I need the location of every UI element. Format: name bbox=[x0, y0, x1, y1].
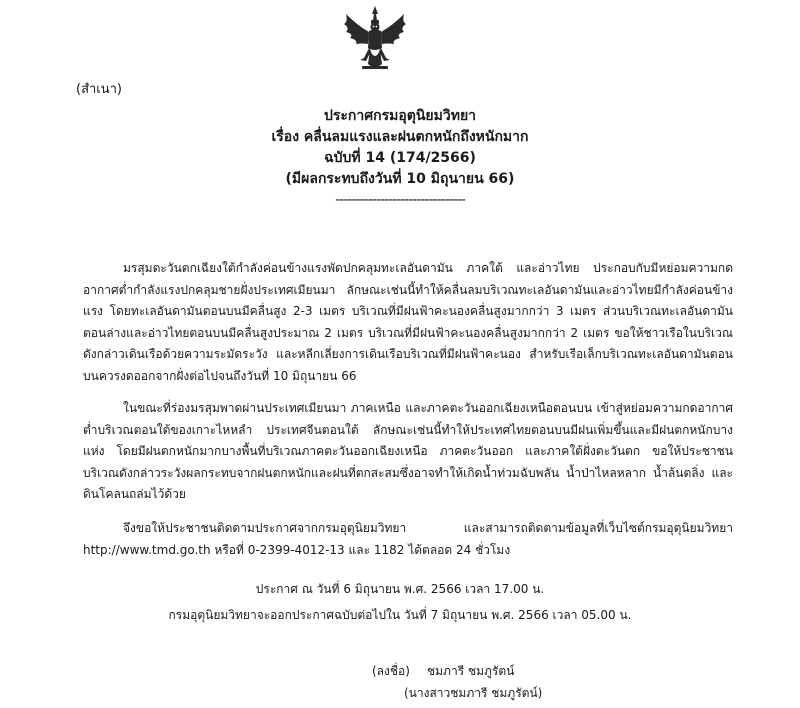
paragraph-monsoon bbox=[83, 258, 733, 387]
paragraph-text: ในขณะที่ร่องมรสุมพาดผ่านประเทศเมียนมา ภาคเหนือ และภาคตะวันออกเฉียงเหนือตอนบน เข้าสู่หย่อมความกดอากาศต่ำบริเวณตอนใต้ของเกาะไหหลำ ประเทศจีนตอนใต้ ลักษณะเช่นนี้ทำให้ประเทศไทยตอนบนมีฝนเพิ่มขึ้นและมีฝนตกหนักบางแห่ง โดยมีฝนตกหนักมากบางพื้นที่บริเวณภาคตะวันออกเฉียงเหนือ ภาคตะวันออก และภาคใต้ฝั่งตะวันตก ขอให้ประชาชนบริเวณดังกล่าวระวังผลกระทบจากฝนตกหนักและฝนที่ตกสะสมซึ่งอาจทำให้เกิดน้ำท่วมฉับพลัน น้ำป่าไหลหลาก น้ำล้นตลิ่ง และดินโคลนถล่มไว้ด้วย bbox=[83, 401, 733, 501]
agency-title: ประกาศกรมอุตุนิยมวิทยา bbox=[323, 108, 477, 124]
next-issue-note: กรมอุตุนิยมวิทยาจะออกประกาศฉบับต่อไปใน วันที่ 7 มิถุนายน พ.ศ. 2566 เวลา 05.00 น. bbox=[168, 608, 632, 622]
signatory-full-name: (นางสาวชมภารี ชมภูรัตน์) bbox=[404, 686, 543, 700]
paragraph-text: มรสุมตะวันตกเฉียงใต้กำลังค่อนข้างแรงพัดปกคลุมทะเลอันดามัน ภาคใต้ และอ่าวไทย ประกอบกับมีหย่อมความกดอากาศต่ำกำลังแรงปกคลุมชายฝั่งประเทศเมียนมา ลักษณะเช่นนี้ทำให้คลื่นลมบริเวณทะเลอันดามันและอ่าวไทยมีกำลังค่อนข้างแรง โดยทะเลอันดามันตอนบนมีคลื่นสูง 2-3 เมตร บริเวณที่มีฝนฟ้าคะนองคลื่นสูงมากกว่า 3 เมตร ส่วนบริเวณทะเลอันดามันตอนล่างและอ่าวไทยตอนบนมีคลื่นสูงประมาณ 2 เมตร บริเวณที่มีฝนฟ้าคะนองคลื่นสูงมากกว่า 2 เมตร ขอให้ชาวเรือในบริเวณดังกล่าวเดินเรือด้วยความระมัดระวัง และหลีกเลี่ยงการเดินเรือบริเวณที่มีฝนฟ้าคะนอง สำหรับเรือเล็กบริเวณทะเลอันดามันตอนบนควรงดออกจากฝั่งต่อไปจนถึงวันที่ 10 มิถุนายน 66 bbox=[83, 261, 733, 383]
copy-label: (สำเนา) bbox=[76, 82, 123, 97]
paragraph-text: จึงขอให้ประชาชนติดตามประกาศจากกรมอุตุนิยมวิทยา และสามารถติดตามข้อมูลที่เว็บไซต์กรมอุตุนิยมวิทยา http://www.tmd.go.th หรือที่ 0-2399-4012-13 และ 1182 ได้ตลอด 24 ชั่วโมง bbox=[83, 521, 733, 557]
signature-label: (ลงชื่อ) bbox=[372, 664, 410, 678]
paragraph-rain bbox=[83, 398, 733, 506]
announced-date: ประกาศ ณ วันที่ 6 มิถุนายน พ.ศ. 2566 เวลา 17.00 น. bbox=[255, 582, 545, 596]
signature-name: ชมภารี ชมภูรัตน์ bbox=[427, 664, 515, 678]
paragraph-contact bbox=[83, 518, 733, 561]
heading-divider: -------------------------------- bbox=[335, 192, 465, 208]
announcement-heading bbox=[0, 106, 800, 211]
garuda-emblem-icon bbox=[340, 4, 410, 72]
issue-number: ฉบับที่ 14 (174/2566) bbox=[324, 150, 476, 166]
effective-date: (มีผลกระทบถึงวันที่ 10 มิถุนายน 66) bbox=[285, 171, 515, 187]
subject-title: เรื่อง คลื่นลมแรงและฝนตกหนักถึงหนักมาก bbox=[271, 129, 529, 145]
